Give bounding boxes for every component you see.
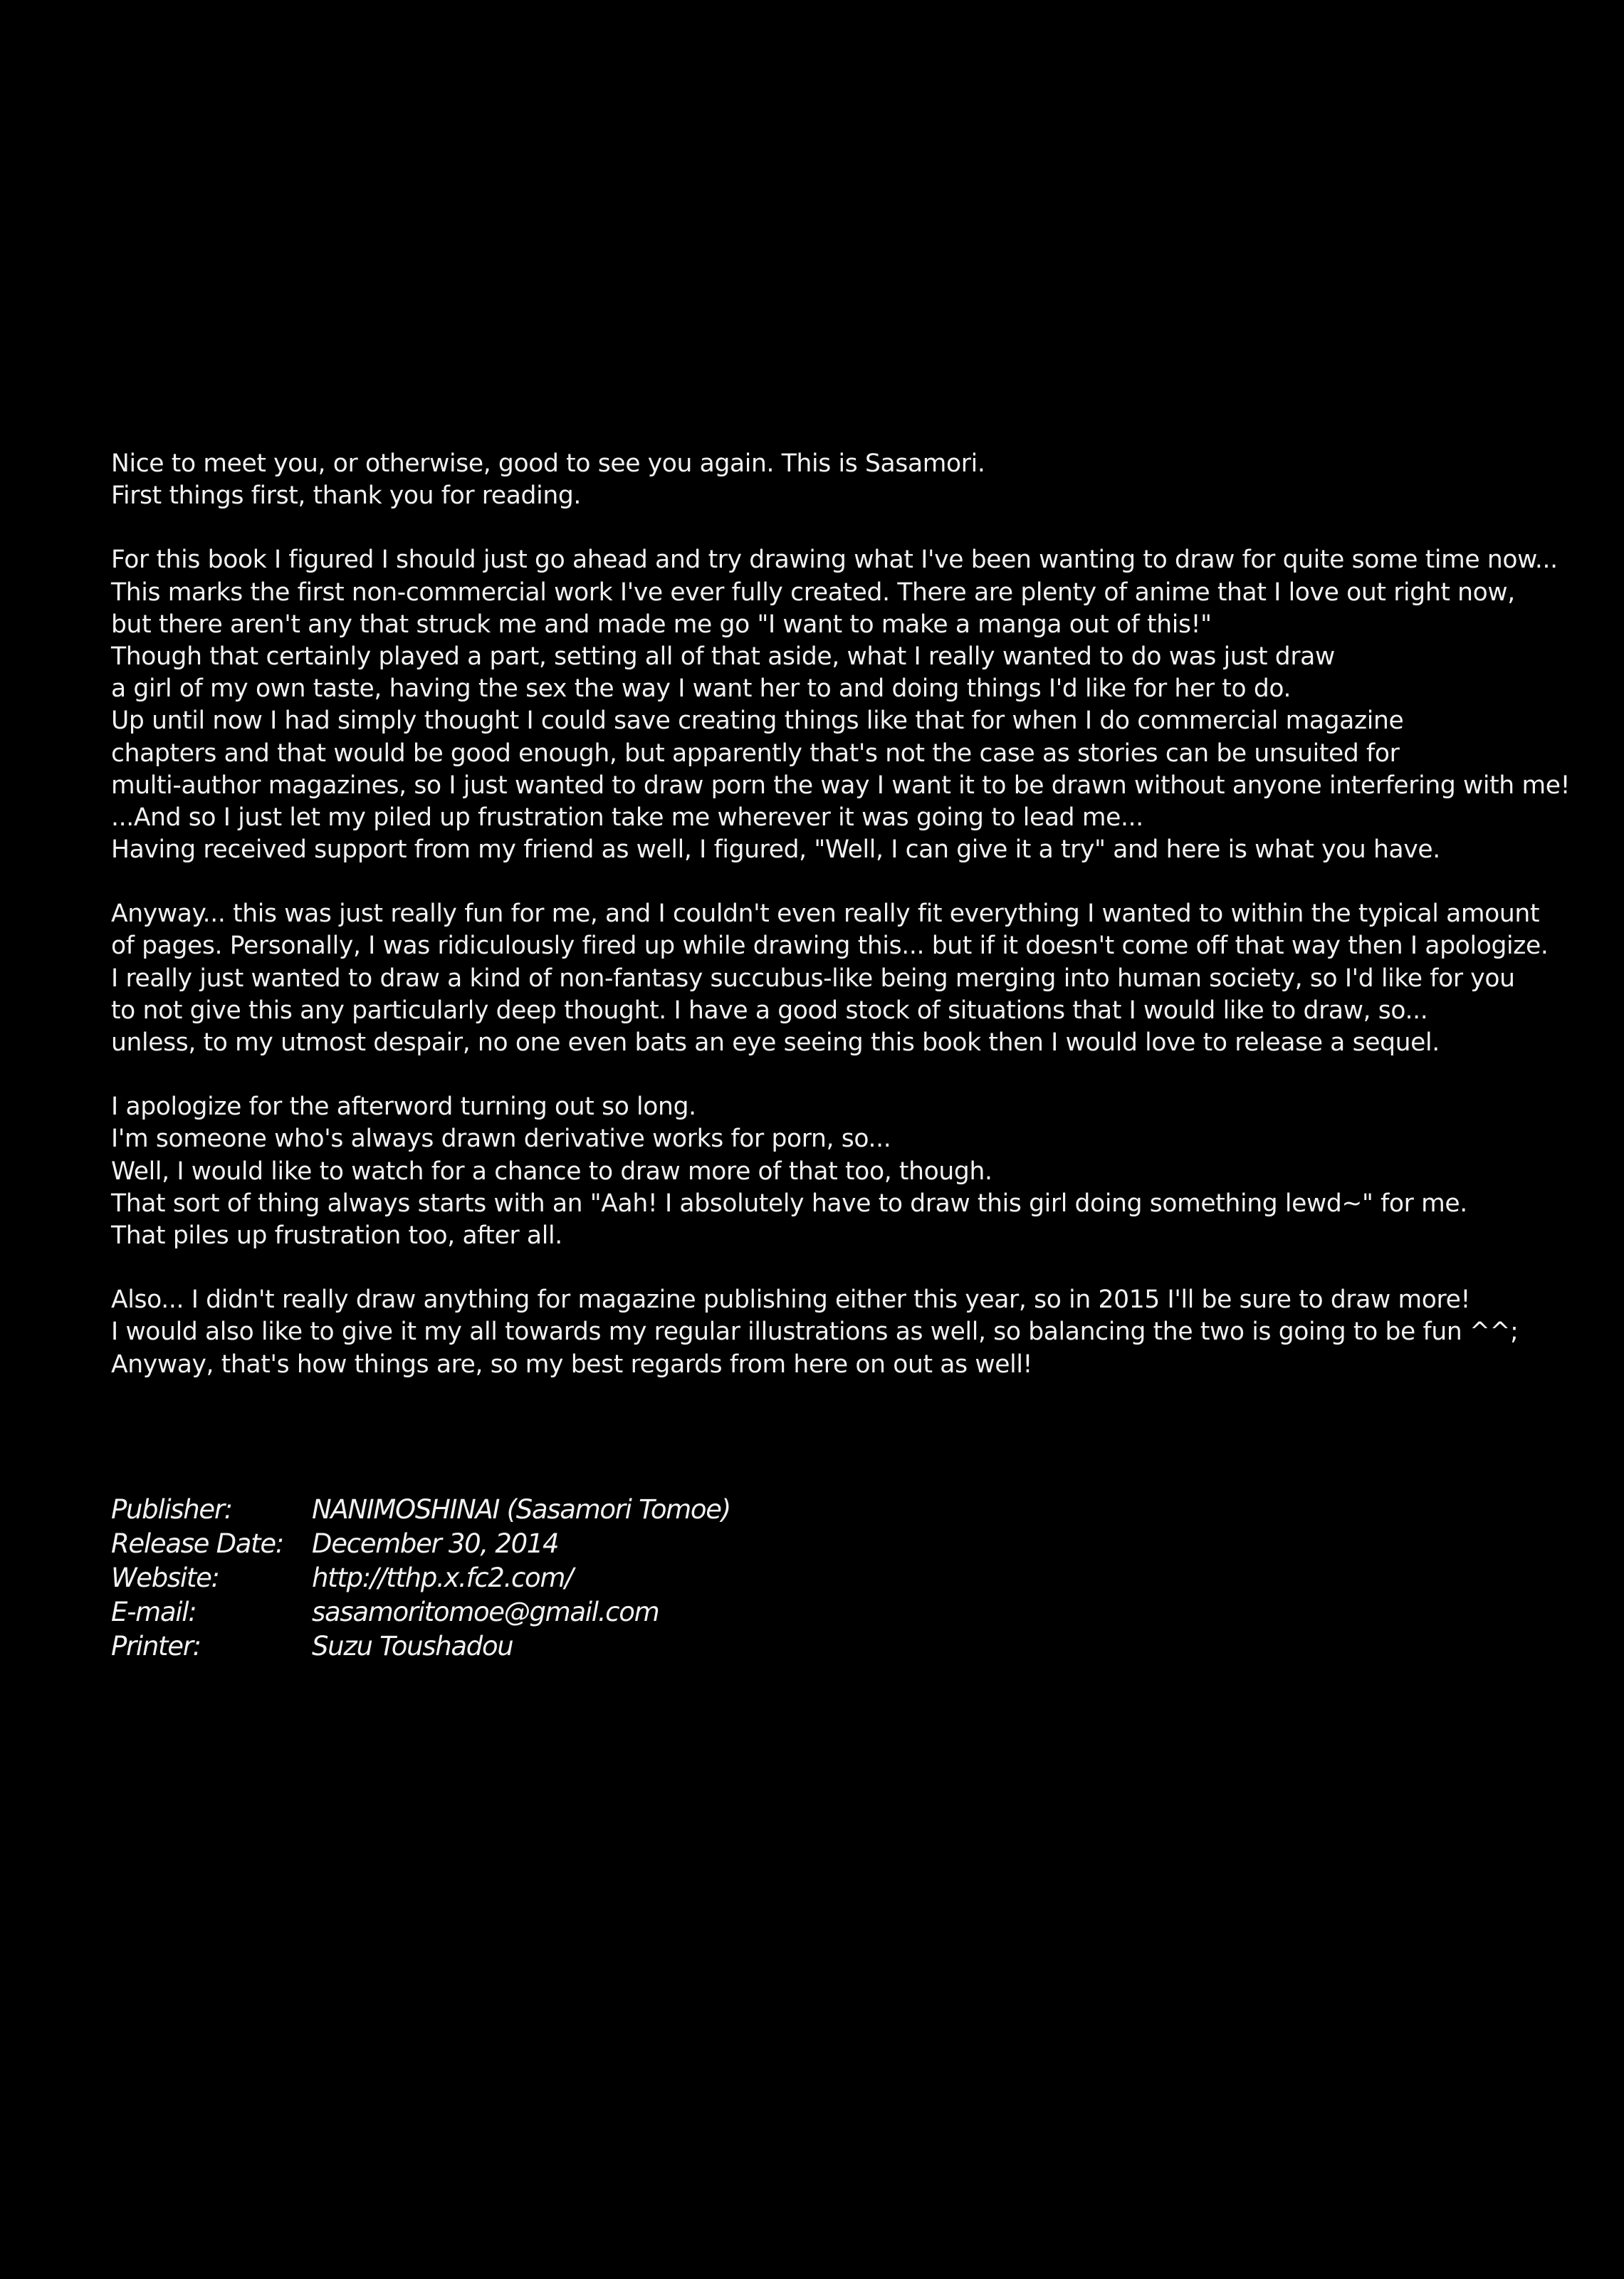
colophon-label: Release Date:	[111, 1528, 283, 1559]
afterword-line: This marks the first non-commercial work I've ever fully created. There are plenty of anime that I love out right now,	[111, 578, 1515, 607]
afterword-paragraph-1	[111, 448, 1606, 512]
afterword-line: chapters and that would be good enough, but apparently that's not the case as stories can be unsuited for	[111, 739, 1400, 768]
colophon-label: Publisher:	[111, 1494, 232, 1525]
colophon-value: NANIMOSHINAI (Sasamori Tomoe)	[312, 1494, 730, 1525]
afterword-line: Also... I didn't really draw anything for magazine publishing either this year, so in 2015 I'll be sure to draw more!	[111, 1285, 1470, 1315]
afterword-line: Anyway... this was just really fun for me, and I couldn't even really fit everything I wanted to within the typical amount	[111, 899, 1540, 929]
afterword-line: I'm someone who's always drawn derivative works for porn, so...	[111, 1125, 891, 1154]
colophon-label: Website:	[111, 1563, 219, 1593]
afterword-line: of pages. Personally, I was ridiculously fired up while drawing this... but if it doesn't come off that way then I apologize.	[111, 932, 1549, 961]
afterword-line: unless, to my utmost despair, no one even bats an eye seeing this book then I would love to release a sequel.	[111, 1028, 1440, 1057]
colophon-label: E-mail:	[111, 1597, 197, 1627]
afterword-line: Up until now I had simply thought I could save creating things like that for when I do commercial magazine	[111, 706, 1404, 736]
afterword-line: That piles up frustration too, after all.	[111, 1221, 562, 1250]
afterword-line: a girl of my own taste, having the sex the way I want her to and doing things I'd like for her to do.	[111, 674, 1292, 704]
colophon-website	[111, 1561, 730, 1595]
afterword-line: Nice to meet you, or otherwise, good to see you again. This is Sasamori.	[111, 449, 985, 478]
colophon-value: December 30, 2014	[312, 1528, 559, 1559]
afterword-line: to not give this any particularly deep thought. I have a good stock of situations that I would like to draw, so...	[111, 996, 1428, 1025]
afterword-paragraph-2	[111, 544, 1606, 866]
colophon-publisher	[111, 1493, 730, 1527]
afterword-paragraph-4	[111, 1091, 1606, 1252]
colophon-value: http://tthp.x.fc2.com/	[312, 1563, 573, 1593]
afterword-line: ...And so I just let my piled up frustration take me wherever it was going to lead me...	[111, 803, 1143, 832]
afterword-line: Well, I would like to watch for a chance to draw more of that too, though.	[111, 1157, 992, 1186]
afterword-line: Anyway, that's how things are, so my best regards from here on out as well!	[111, 1350, 1033, 1379]
afterword-paragraph-5	[111, 1284, 1606, 1381]
colophon-email	[111, 1595, 730, 1629]
afterword-line: For this book I figured I should just go ahead and try drawing what I've been wanting to draw for quite some time now...	[111, 546, 1558, 575]
afterword-line: I would also like to give it my all towards my regular illustrations as well, so balancing the two is going to be fun ^^;	[111, 1318, 1519, 1347]
afterword-line: Having received support from my friend as well, I figured, "Well, I can give it a try" and here is what you have.	[111, 835, 1440, 865]
afterword-line: First things first, thank you for reading.	[111, 481, 582, 511]
colophon-printer	[111, 1629, 730, 1664]
afterword-paragraph-3	[111, 898, 1606, 1059]
afterword-line: but there aren't any that struck me and made me go "I want to make a manga out of this!"	[111, 610, 1212, 639]
afterword-line: I really just wanted to draw a kind of non-fantasy succubus-like being merging into human society, so I'd like for you	[111, 964, 1515, 993]
colophon-label: Printer:	[111, 1631, 201, 1662]
afterword-line: That sort of thing always starts with an "Aah! I absolutely have to draw this girl doing something lewd~" for me.	[111, 1189, 1467, 1218]
afterword-line: multi-author magazines, so I just wanted to draw porn the way I want it to be drawn without anyone interfering with me!	[111, 771, 1571, 800]
colophon	[111, 1493, 730, 1664]
afterword-line: Though that certainly played a part, setting all of that aside, what I really wanted to do was just draw	[111, 642, 1335, 671]
colophon-value: sasamoritomoe@gmail.com	[312, 1597, 659, 1627]
colophon-release-date	[111, 1527, 730, 1561]
afterword-text	[111, 448, 1606, 1413]
colophon-value: Suzu Toushadou	[312, 1631, 513, 1662]
afterword-line: I apologize for the afterword turning out so long.	[111, 1092, 696, 1122]
